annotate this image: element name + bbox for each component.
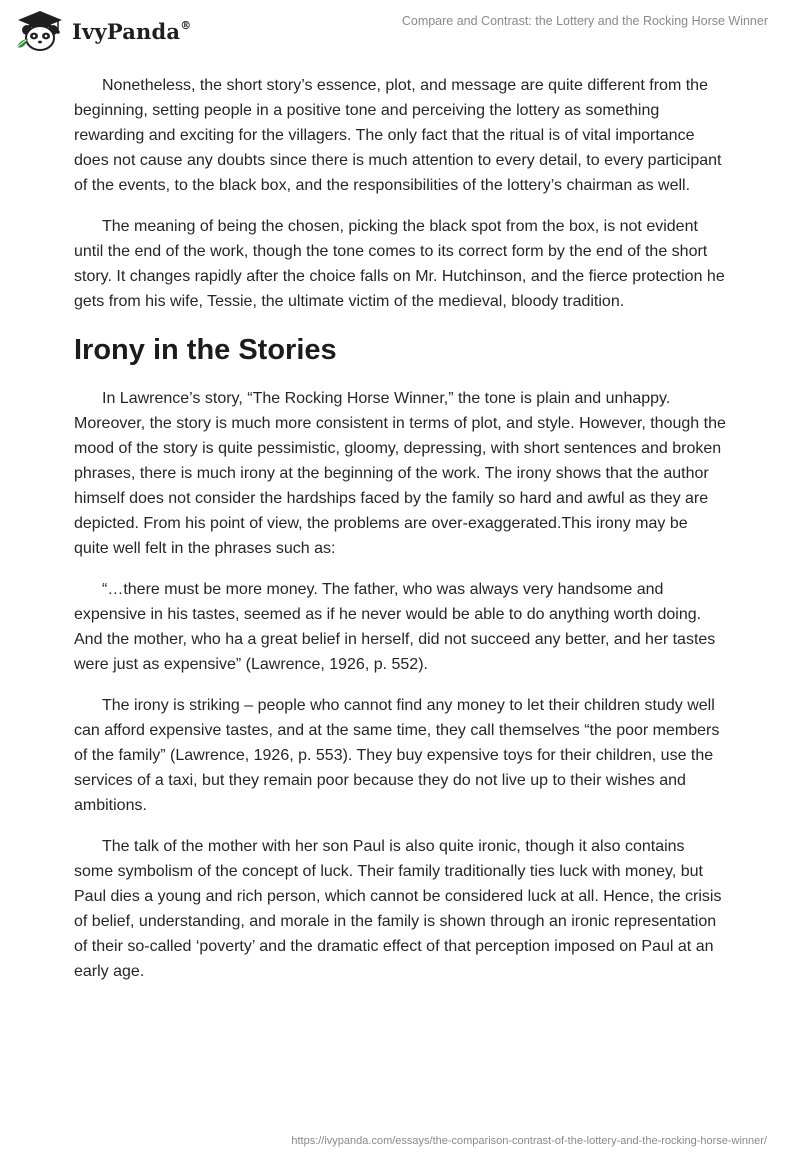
paragraph: The irony is striking – people who cannot find any money to let their children study well can afford expensive tastes, and at the same time, they call themselves “the poor members of the family” (Lawrence, 1926, p. 553). They buy expensive toys for their children, use the services of a taxi, but they remain poor because they do not live up to their wishes and ambitions. — [74, 697, 720, 814]
ivypanda-logo[interactable] — [14, 9, 204, 53]
logo-text — [72, 19, 191, 44]
source-url[interactable]: https://ivypanda.com/essays/the-comparison-contrast-of-the-lottery-and-the-rocking-horse-winner/ — [291, 1135, 767, 1147]
document-title: Compare and Contrast: the Lottery and the Rocking Horse Winner — [401, 14, 768, 28]
paragraph: Nonetheless, the short story’s essence, plot, and message are quite different from the beginning, setting people in a positive tone and perceiving the lottery as something rewarding and exciting for the villagers. The only fact that the ritual is of vital importance does not cause any doubts since there is much attention to every detail, to every participant of the events, to the black box, and the responsibilities of the lottery’s chairman as well. — [74, 77, 722, 194]
quote-paragraph: “…there must be more money. The father, who was always very handsome and expensive in his tastes, seemed as if he never would be able to do anything worth doing. And the mother, who ha a great belief in herself, did not succeed any better, and her tastes were just as expensive” (Lawrence, 1926, p. 552). — [74, 581, 716, 673]
paragraph: The meaning of being the chosen, picking the black spot from the box, is not evident until the end of the work, though the tone comes to its correct form by the end of the short story. It changes rapidly after the choice falls on Mr. Hutchinson, and the fierce protection he gets from his wife, Tessie, the ultimate victim of the medieval, bloody tradition. — [74, 218, 725, 310]
section-heading: Irony in the Stories — [74, 334, 337, 366]
paragraph: The talk of the mother with her son Paul is also quite ironic, though it also contains some symbolism of the concept of luck. Their family traditionally ties luck with money, but Paul dies a young and rich person, which cannot be considered luck at all. Hence, the crisis of belief, understanding, and morale in the family is shown through an ironic representation of their so-called ‘poverty’ and the dramatic effect of that perception imposed on Paul at an early age. — [74, 838, 722, 980]
panda-graduate-icon — [14, 9, 66, 53]
page-header — [0, 0, 800, 60]
paragraph: In Lawrence’s story, “The Rocking Horse Winner,” the tone is plain and unhappy. Moreover, the story is much more consistent in terms of plot, and style. However, though the mood of the story is quite pessimistic, gloomy, depressing, with short sentences and broken phrases, there is much irony at the beginning of the work. The irony shows that the author himself does not consider the hardships faced by the family so hard and awful as they are depicted. From his point of view, the problems are over-exaggerated.This irony may be quite well felt in the phrases such as: — [74, 390, 726, 557]
logo-wordmark: IvyPanda — [72, 19, 181, 44]
essay-body — [74, 73, 726, 1000]
registered-mark: ® — [180, 19, 192, 32]
